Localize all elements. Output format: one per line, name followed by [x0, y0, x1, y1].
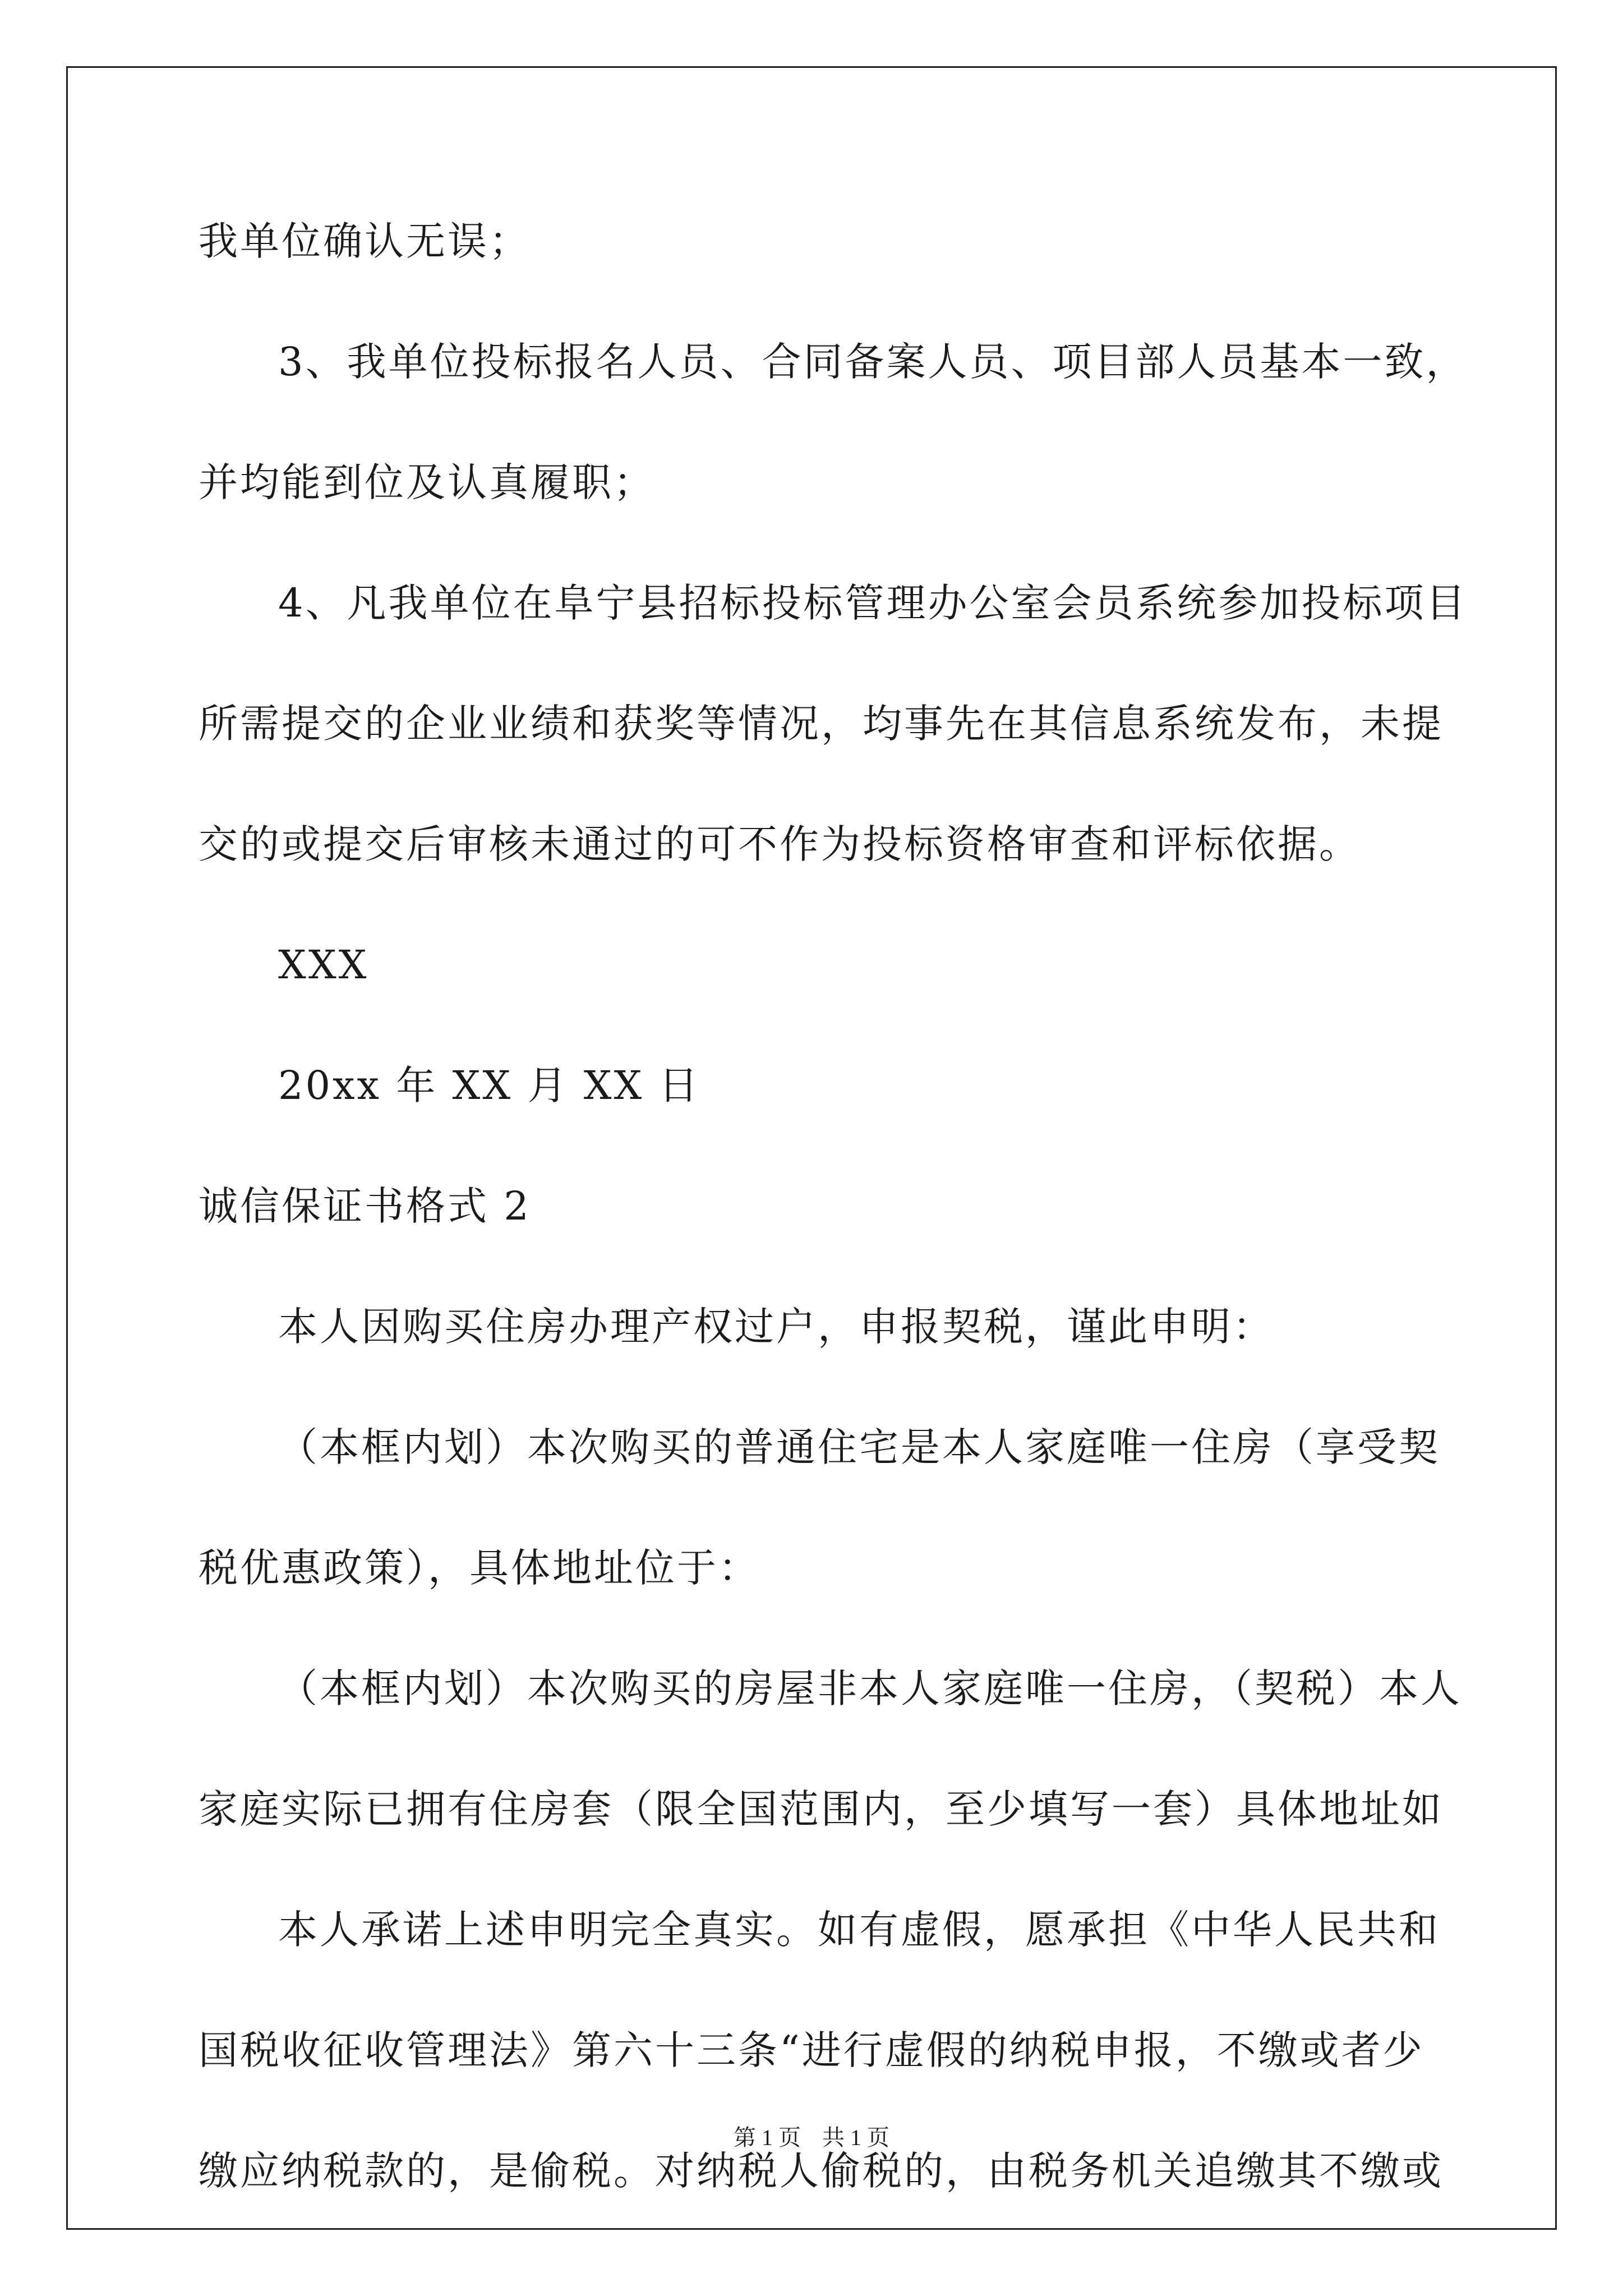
text-line: （本框内划）本次购买的房屋非本人家庭唯一住房，（契税）本人	[278, 1665, 1462, 1711]
text-line: 税优惠政策），具体地址位于：	[199, 1545, 760, 1591]
text-line: （本框内划）本次购买的普通住宅是本人家庭唯一住房（享受契	[278, 1424, 1440, 1470]
text-line: 交的或提交后审核未通过的可不作为投标资格审查和评标依据。	[199, 821, 1361, 867]
text-line: 国税收征收管理法》第六十三条“进行虚假的纳税申报，不缴或者少	[199, 2027, 1424, 2073]
text-line: 家庭实际已拥有住房套（限全国范围内，至少填写一套）具体地址如	[199, 1786, 1444, 1832]
signature-name: XXX	[278, 942, 369, 988]
page-number: 第 1 页	[734, 2125, 801, 2150]
text-line: 并均能到位及认真履职；	[199, 459, 655, 505]
date-line: 20xx 年 XX 月 XX 日	[278, 1062, 700, 1108]
section-title: 诚信保证书格式 2	[199, 1183, 531, 1229]
text-line: 本人承诺上述申明完全真实。如有虚假，愿承担《中华人民共和	[278, 1907, 1440, 1953]
text-line: 缴应纳税款的，是偷税。对纳税人偷税的，由税务机关追缴其不缴或	[199, 2148, 1444, 2194]
text-line: 所需提交的企业业绩和获奖等情况，均事先在其信息系统发布，未提	[199, 701, 1444, 747]
page-border	[66, 66, 1557, 2230]
text-line: 我单位确认无误；	[199, 218, 531, 264]
text-line: 4、凡我单位在阜宁县招标投标管理办公室会员系统参加投标项目	[278, 580, 1468, 626]
text-line: 本人因购买住房办理产权过户，申报契税，谨此申明：	[278, 1304, 1274, 1350]
text-line: 3、我单位投标报名人员、合同备案人员、项目部人员基本一致，	[278, 339, 1468, 385]
page-footer	[0, 2120, 1623, 2152]
page-total: 共 1 页	[822, 2125, 889, 2150]
